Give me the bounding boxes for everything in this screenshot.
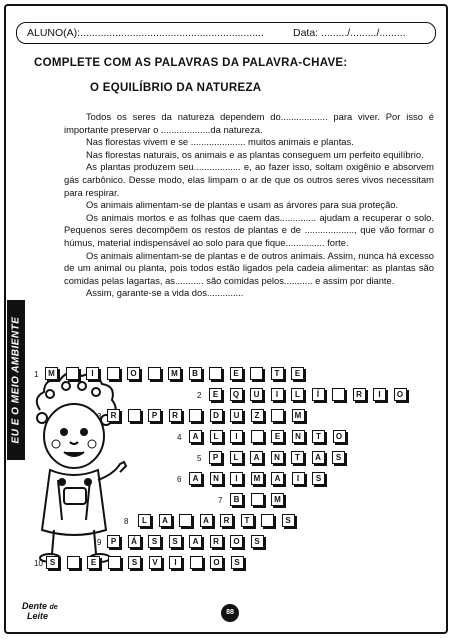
- crossword-cell[interactable]: [66, 367, 79, 380]
- paragraph: Os animais mortos e as folhas que caem das.............. ajudam a recuperar o solo. Pequenos seres decompõem os restos de plantas e de ..................., que vão formar o húmus, material indispensável ao solo para que fique............... forte.: [64, 211, 434, 248]
- crossword-cell[interactable]: O: [210, 556, 223, 569]
- crossword-row-number: 1: [34, 370, 39, 379]
- crossword-cell[interactable]: R: [107, 409, 120, 422]
- crossword-cell[interactable]: M: [251, 472, 264, 485]
- crossword-cell[interactable]: E: [209, 388, 222, 401]
- crossword-cell[interactable]: I: [169, 556, 182, 569]
- page-title: O EQUILÍBRIO DA NATUREZA: [90, 82, 262, 94]
- crossword-cell[interactable]: L: [210, 430, 223, 443]
- instruction: COMPLETE COM AS PALAVRAS DA PALAVRA-CHAVE:: [34, 57, 348, 69]
- date-field[interactable]: Data: ........./........./.........: [293, 27, 406, 39]
- crossword-row-number: 7: [218, 496, 223, 505]
- crossword-cell[interactable]: I: [230, 472, 243, 485]
- paragraph: As plantas produzem seu.................. e, ao fazer isso, soltam oxigênio e absorvem gás carbônico. Desse modo, elas limpam o ar de que os outros seres vivos necessitam para respirar.: [64, 161, 434, 198]
- sidebar-label: EU E O MEIO AMBIENTE: [10, 316, 22, 444]
- crossword-cell[interactable]: A: [159, 514, 172, 527]
- paragraph: Todos os seres da natureza dependem do.................. para viver. Por isso é importante preservar o ...................da natureza.: [64, 111, 434, 135]
- crossword-row-number: 10: [34, 559, 43, 568]
- crossword-cell[interactable]: R: [220, 514, 233, 527]
- crossword-cell[interactable]: [271, 409, 284, 422]
- crossword-cell[interactable]: [128, 409, 141, 422]
- crossword-cell[interactable]: N: [271, 451, 284, 464]
- student-header: [16, 22, 436, 44]
- crossword-cell[interactable]: S: [231, 556, 244, 569]
- crossword-cell[interactable]: S: [251, 535, 264, 548]
- crossword-cell[interactable]: R: [169, 409, 182, 422]
- crossword-cell[interactable]: S: [148, 535, 161, 548]
- crossword-cell[interactable]: [250, 367, 263, 380]
- paragraph: Os animais alimentam-se de plantas e usam as árvores para sua proteção.: [86, 199, 399, 211]
- crossword-cell[interactable]: P: [209, 451, 222, 464]
- page-number: 88: [221, 604, 239, 622]
- crossword-cell[interactable]: [209, 367, 222, 380]
- crossword-cell[interactable]: [67, 556, 80, 569]
- publisher-logo: Dente de Leite: [22, 601, 58, 621]
- crossword-cell[interactable]: O: [394, 388, 407, 401]
- crossword-cell[interactable]: S: [46, 556, 59, 569]
- crossword-row-number: 6: [177, 475, 182, 484]
- crossword-cell[interactable]: Á: [128, 535, 141, 548]
- crossword-row-number: 2: [197, 391, 202, 400]
- crossword-cell[interactable]: M: [292, 409, 305, 422]
- crossword-cell[interactable]: E: [291, 367, 304, 380]
- crossword-cell[interactable]: L: [291, 388, 304, 401]
- crossword-cell[interactable]: O: [333, 430, 346, 443]
- crossword-cell[interactable]: E: [271, 430, 284, 443]
- crossword-cell[interactable]: I: [86, 367, 99, 380]
- crossword-cell[interactable]: T: [312, 430, 325, 443]
- crossword-cell[interactable]: S: [332, 451, 345, 464]
- crossword-cell[interactable]: A: [189, 430, 202, 443]
- crossword-cell[interactable]: Q: [230, 388, 243, 401]
- student-name-field[interactable]: ALUNO(A):...............................................................: [27, 27, 264, 39]
- paragraph: Nas florestas vivem e se ..................... muitos animais e plantas.: [86, 136, 354, 148]
- crossword-cell[interactable]: [189, 409, 202, 422]
- crossword-cell[interactable]: R: [353, 388, 366, 401]
- crossword-cell[interactable]: L: [230, 451, 243, 464]
- crossword-cell[interactable]: T: [291, 451, 304, 464]
- crossword-row-number: 5: [197, 454, 202, 463]
- crossword-row-number: 9: [97, 538, 102, 547]
- body-text: [64, 111, 434, 300]
- crossword-cell[interactable]: S: [282, 514, 295, 527]
- crossword-cell[interactable]: S: [128, 556, 141, 569]
- crossword-cell[interactable]: A: [271, 472, 284, 485]
- crossword-cell[interactable]: E: [230, 367, 243, 380]
- crossword-cell[interactable]: [261, 514, 274, 527]
- crossword-cell[interactable]: A: [250, 451, 263, 464]
- paragraph: Assim, garante-se a vida dos..............: [86, 287, 244, 299]
- crossword-cell[interactable]: A: [189, 472, 202, 485]
- crossword-cell[interactable]: I: [271, 388, 284, 401]
- crossword-cell[interactable]: P: [107, 535, 120, 548]
- crossword-cell[interactable]: V: [149, 556, 162, 569]
- crossword-cell[interactable]: T: [271, 367, 284, 380]
- crossword-cell[interactable]: N: [292, 430, 305, 443]
- crossword-cell[interactable]: [251, 430, 264, 443]
- crossword-cell[interactable]: E: [87, 556, 100, 569]
- crossword-cell[interactable]: I: [373, 388, 386, 401]
- crossword-row-number: 3: [97, 412, 102, 421]
- crossword-cell[interactable]: S: [169, 535, 182, 548]
- crossword-cell[interactable]: A: [189, 535, 202, 548]
- crossword-row-number: 8: [124, 517, 129, 526]
- crossword-cell[interactable]: B: [230, 493, 243, 506]
- crossword-cell[interactable]: B: [189, 367, 202, 380]
- crossword-cell[interactable]: M: [271, 493, 284, 506]
- crossword-cell[interactable]: O: [230, 535, 243, 548]
- crossword-cell[interactable]: P: [148, 409, 161, 422]
- crossword-cell[interactable]: L: [138, 514, 151, 527]
- crossword-cell[interactable]: [108, 556, 121, 569]
- crossword-cell[interactable]: M: [168, 367, 181, 380]
- crossword-cell[interactable]: Z: [251, 409, 264, 422]
- crossword-cell[interactable]: [190, 556, 203, 569]
- crossword-cell[interactable]: O: [127, 367, 140, 380]
- crossword-cell[interactable]: M: [45, 367, 58, 380]
- crossword-cell[interactable]: D: [210, 409, 223, 422]
- crossword-cell[interactable]: N: [210, 472, 223, 485]
- crossword-cell[interactable]: [179, 514, 192, 527]
- paragraph: Os animais alimentam-se de plantas e de outros animais. Assim, nunca há excesso de um animal ou planta, pois todos estão ligados pela cadeia alimentar: as plantas são comidas pelas lagartas, as........... são comidas pelos........... e assim por diante.: [64, 249, 434, 286]
- crossword-cell[interactable]: [107, 367, 120, 380]
- crossword-cell[interactable]: U: [230, 409, 243, 422]
- crossword-cell[interactable]: R: [210, 535, 223, 548]
- crossword-cell[interactable]: S: [312, 472, 325, 485]
- crossword-cell[interactable]: I: [230, 430, 243, 443]
- crossword-cell[interactable]: [251, 493, 264, 506]
- crossword-cell[interactable]: A: [200, 514, 213, 527]
- crossword-row-number: 4: [177, 433, 182, 442]
- crossword-cell[interactable]: A: [312, 451, 325, 464]
- paragraph: Nas florestas naturais, os animais e as plantas conseguem um perfeito equilíbrio.: [86, 148, 424, 160]
- crossword-cell[interactable]: T: [241, 514, 254, 527]
- crossword-cell[interactable]: Í: [312, 388, 325, 401]
- crossword-cell[interactable]: U: [250, 388, 263, 401]
- crossword-cell[interactable]: I: [292, 472, 305, 485]
- crossword-cell[interactable]: [148, 367, 161, 380]
- crossword-cell[interactable]: [332, 388, 345, 401]
